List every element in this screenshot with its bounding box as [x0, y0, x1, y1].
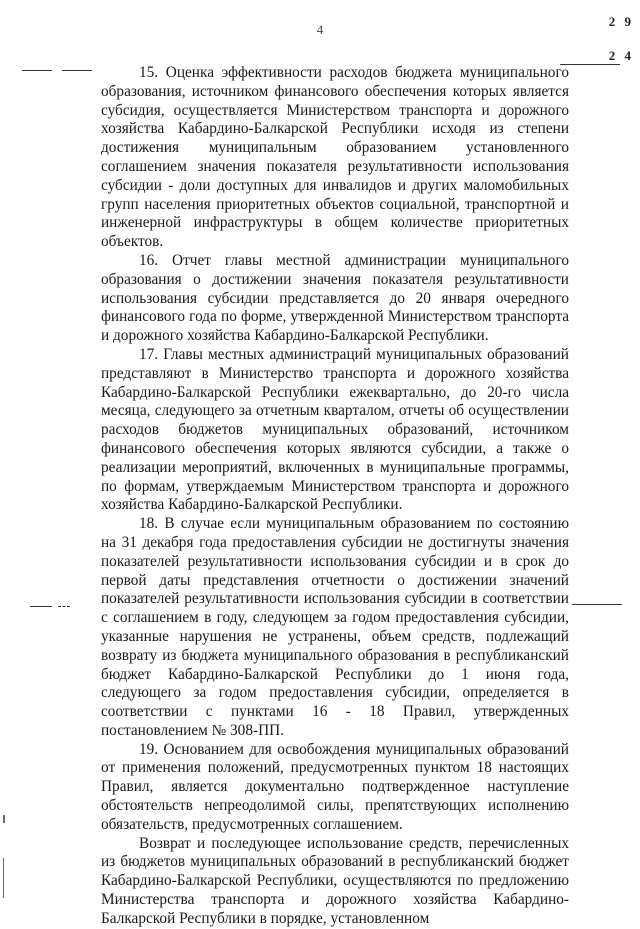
- scan-line-top-left-2: [62, 70, 92, 71]
- paragraph-19: 19. Основанием для освобождения муниципальных образований от применения положений, предусмотренных пунктом 18 настоящих Правил, является документально подтвержденное наступление обстоятельств непреодолимой силы, препятствующих исполнению обязательств, предусмотренных соглашением.: [101, 740, 569, 833]
- margin-mark-lower: [3, 858, 4, 898]
- margin-mark: [3, 815, 5, 823]
- paragraph-17: 17. Главы местных администраций муниципальных образований представляют в Министерство транспорта и дорожного хозяйства Кабардино-Балкарской Республики ежеквартально, до 20-го числа месяца, следующего за отчетным кварталом, отчеты об осуществлении расходов бюджетов муниципальных образований, источником финансового обеспечения которых являются субсидии, а также о реализации мероприятий, включенных в муниципальные программы, по формам, утверждаемым Министерством транспорта и дорожного хозяйства Кабардино-Балкарской Республики.: [101, 345, 569, 514]
- page-number: 4: [316, 22, 324, 37]
- paragraph-18: 18. В случае если муниципальным образованием по состоянию на 31 декабря года предоставления субсидии не достигнуты значения показателей результативности использования субсидии и в срок до первой даты представления отчетности о достижении значений показателей результативности использования субсидии в соответствии с соглашением в году, следующем за годом предоставления субсидии, указанные нарушения не устранены, объем средств, подлежащий возврату из бюджета муниципального образования в республиканский бюджет Кабардино-Балкарской Республики до 1 июня года, следующего за годом предоставления субсидии, определяется в соответствии с пунктами 16 - 18 Правил, утвержденных постановлением № 308-ПП.: [101, 515, 569, 739]
- scan-line-top-right: [560, 64, 620, 65]
- scan-line-top-left: [22, 70, 52, 71]
- scan-corner-mark-second: 2 4: [608, 48, 634, 63]
- document-body: [101, 64, 569, 929]
- scan-line-mid-left-2: [58, 606, 70, 607]
- paragraph-return-funds: Возврат и последующее использование средств, перечисленных из бюджетов муниципальных образований в республиканский бюджет Кабардино-Балкарской Республики, осуществляются по предложению Министерства транспорта и дорожного хозяйства Кабардино-Балкарской Республики в порядке, установленном: [101, 834, 569, 927]
- paragraph-16: 16. Отчет главы местной администрации муниципального образования о достижении значения показателя результативности использования субсидии представляется до 20 января очередного финансового года по форме, утвержденной Министерством транспорта и дорожного хозяйства Кабардино-Балкарской Республики.: [101, 251, 569, 345]
- scan-line-mid-left: [30, 606, 52, 607]
- paragraph-15: 15. Оценка эффективности расходов бюджета муниципального образования, источником финансового обеспечения которых является субсидия, осуществляется Министерством транспорта и дорожного хозяйства Кабардино-Балкарской Республики исходя из степени достижения муниципальным образованием установленного соглашением значения показателя результативности использования субсидии - доли доступных для инвалидов и других маломобильных групп населения приоритетных объектов социальной, транспортной и инженерной инфраструктуры в общем количестве приоритетных объектов.: [101, 64, 569, 251]
- scan-corner-mark: 2 9: [608, 14, 634, 29]
- scan-line-mid-right: [572, 604, 622, 605]
